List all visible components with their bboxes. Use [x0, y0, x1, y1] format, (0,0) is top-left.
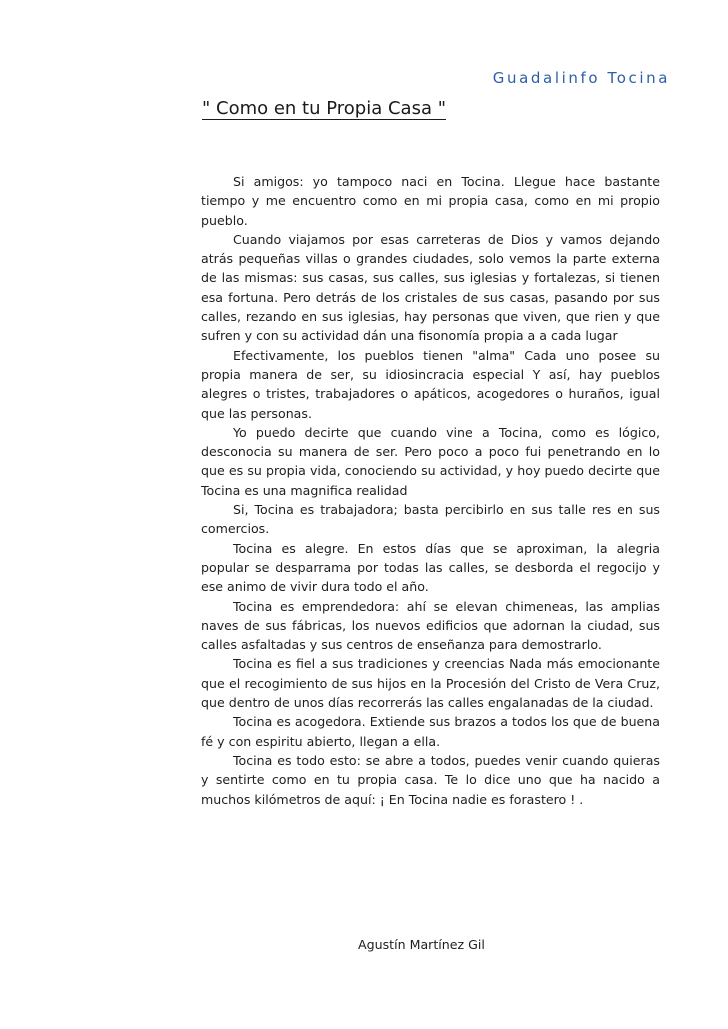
article-paragraph: Cuando viajamos por esas carreteras de Dios y vamos dejando atrás pequeñas villas o grandes ciudades, solo vemos la parte externa de las mismas: sus casas, sus calles, sus iglesias y fortalezas, si tienen esa fortuna. Pero detrás de los cristales de sus casas, pasando por sus calles, rezando en sus iglesias, hay personas que viven, que rien y que sufren y con su actividad dán una fisonomía propia a a cada lugar — [201, 231, 660, 344]
article-paragraph: Tocina es acogedora. Extiende sus brazos a todos los que de buena fé y con espiritu abierto, llegan a ella. — [201, 714, 660, 749]
article-paragraph: Tocina es alegre. En estos días que se aproximan, la alegria popular se desparrama por todas las calles, se desborda el regocijo y ese animo de vivir dura todo el año. — [201, 540, 660, 595]
header-brand: Guadalinfo Tocina — [492, 69, 670, 87]
article-paragraph: Tocina es emprendedora: ahí se elevan chimeneas, las amplias naves de sus fábricas, los nuevos edificios que adornan la ciudad, sus calles asfaltadas y sus centros de enseñanza para demostrarlo. — [201, 598, 660, 653]
article-title: " Como en tu Propia Casa " — [202, 98, 446, 119]
article-paragraph: Si, Tocina es trabajadora; basta percibirlo en sus talle res en sus comercios. — [201, 502, 660, 537]
article-paragraph: Efectivamente, los pueblos tienen "alma" Cada uno posee su propia manera de ser, su idiosincracia especial Y así, hay pueblos alegres o tristes, trabajadores o apáticos, acogedores o huraños, igual que las personas. — [201, 347, 660, 421]
article-paragraph: Tocina es todo esto: se abre a todos, puedes venir cuando quieras y sentirte como en tu propia casa. Te lo dice uno que ha nacido a muchos kilómetros de aquí: ¡ En Tocina nadie es forastero ! . — [201, 752, 660, 807]
article-body — [201, 172, 660, 809]
author-signature: Agustín Martínez Gil — [358, 937, 485, 952]
article-paragraph: Tocina es fiel a sus tradiciones y creencias Nada más emocionante que el recogimiento de sus hijos en la Procesión del Cristo de Vera Cruz, que dentro de unos días recorrerás las calles engalanadas de la ciudad. — [201, 656, 660, 711]
article-paragraph: Si amigos: yo tampoco naci en Tocina. Llegue hace bastante tiempo y me encuentro como en mi propia casa, como en mi propio pueblo. — [201, 174, 660, 228]
article-paragraph: Yo puedo decirte que cuando vine a Tocina, como es lógico, desconocia su manera de ser. Pero poco a poco fui penetrando en lo que es su propia vida, conociendo su actividad, y hoy puedo decirte que Tocina es una magnifica realidad — [201, 424, 660, 498]
